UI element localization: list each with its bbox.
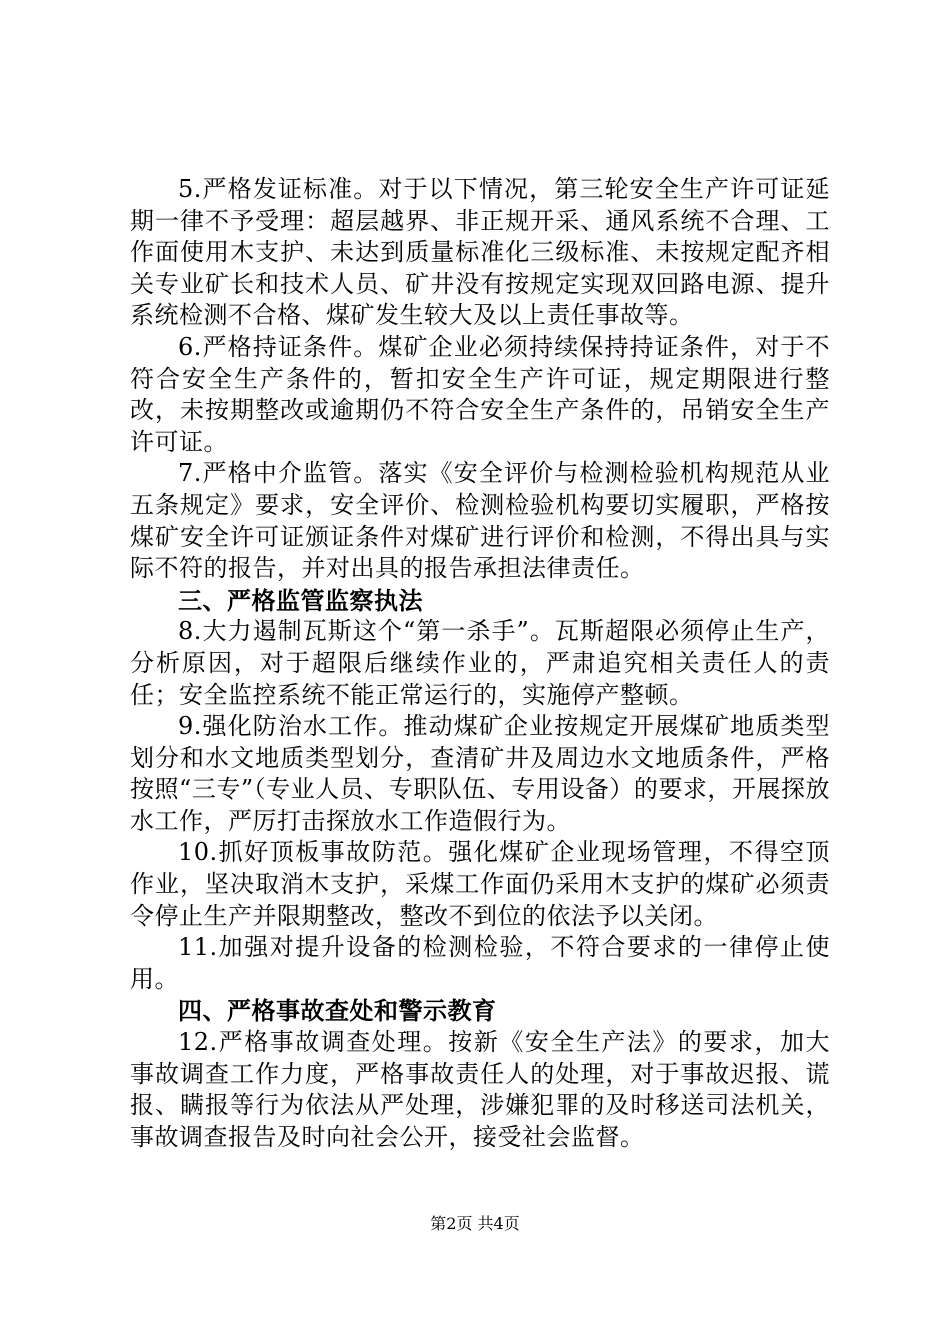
document-body <box>130 174 830 1153</box>
paragraph-8-gas-control: 8.大力遏制瓦斯这个“第一杀手”。瓦斯超限必须停止生产，分析原因，对于超限后继续作业的，严肃追究相关责任人的责任；安全监控系统不能正常运行的，实施停产整顿。 <box>130 617 830 709</box>
section-heading-4: 四、严格事故查处和警示教育 <box>178 996 497 1026</box>
paragraph-9-water-prevention: 9.强化防治水工作。推动煤矿企业按规定开展煤矿地质类型划分和水文地质类型划分，查清矿井及周边水文地质条件，严格按照“三专”（专业人员、专职队伍、专用设备）的要求，开展探放水工作，严厉打击探放水工作造假行为。 <box>130 712 830 835</box>
paragraph-10-roof-accident: 10.抓好顶板事故防范。强化煤矿企业现场管理，不得空顶作业，坚决取消木支护，采煤工作面仍采用木支护的煤矿必须责令停止生产并限期整改，整改不到位的依法予以关闭。 <box>130 838 830 930</box>
paragraph-12-accident-investigation: 12.严格事故调查处理。按新《安全生产法》的要求，加大事故调查工作力度，严格事故责任人的处理，对于事故迟报、谎报、瞒报等行为依法从严处理，涉嫌犯罪的及时移送司法机关，事故调查报告及时向社会公开，接受社会监督。 <box>130 1028 830 1151</box>
paragraph-5-license-issuance: 5.严格发证标准。对于以下情况，第三轮安全生产许可证延期一律不予受理：超层越界、非正规开采、通风系统不合理、工作面使用木支护、未达到质量标准化三级标准、未按规定配齐相关专业矿长和技术人员、矿井没有按规定实现双回路电源、提升系统检测不合格、煤矿发生较大及以上责任事故等。 <box>130 175 830 330</box>
paragraph-11-hoist-inspection: 11.加强对提升设备的检测检验，不符合要求的一律停止使用。 <box>130 933 830 993</box>
paragraph-6-license-conditions: 6.严格持证条件。煤矿企业必须持续保持持证条件，对于不符合安全生产条件的，暂扣安全生产许可证，规定期限进行整改，未按期整改或逾期仍不符合安全生产条件的，吊销安全生产许可证。 <box>130 332 830 456</box>
page-number-footer: 第2页 共4页 <box>430 1214 520 1233</box>
paragraph-7-intermediary-supervision: 7.严格中介监管。落实《安全评价与检测检验机构规范从业五条规定》要求，安全评价、检测检验机构要切实履职，严格按煤矿安全许可证颁证条件对煤矿进行评价和检测，不得出具与实际不符的报告，并对出具的报告承担法律责任。 <box>130 459 830 583</box>
section-heading-3: 三、严格监管监察执法 <box>178 585 423 615</box>
